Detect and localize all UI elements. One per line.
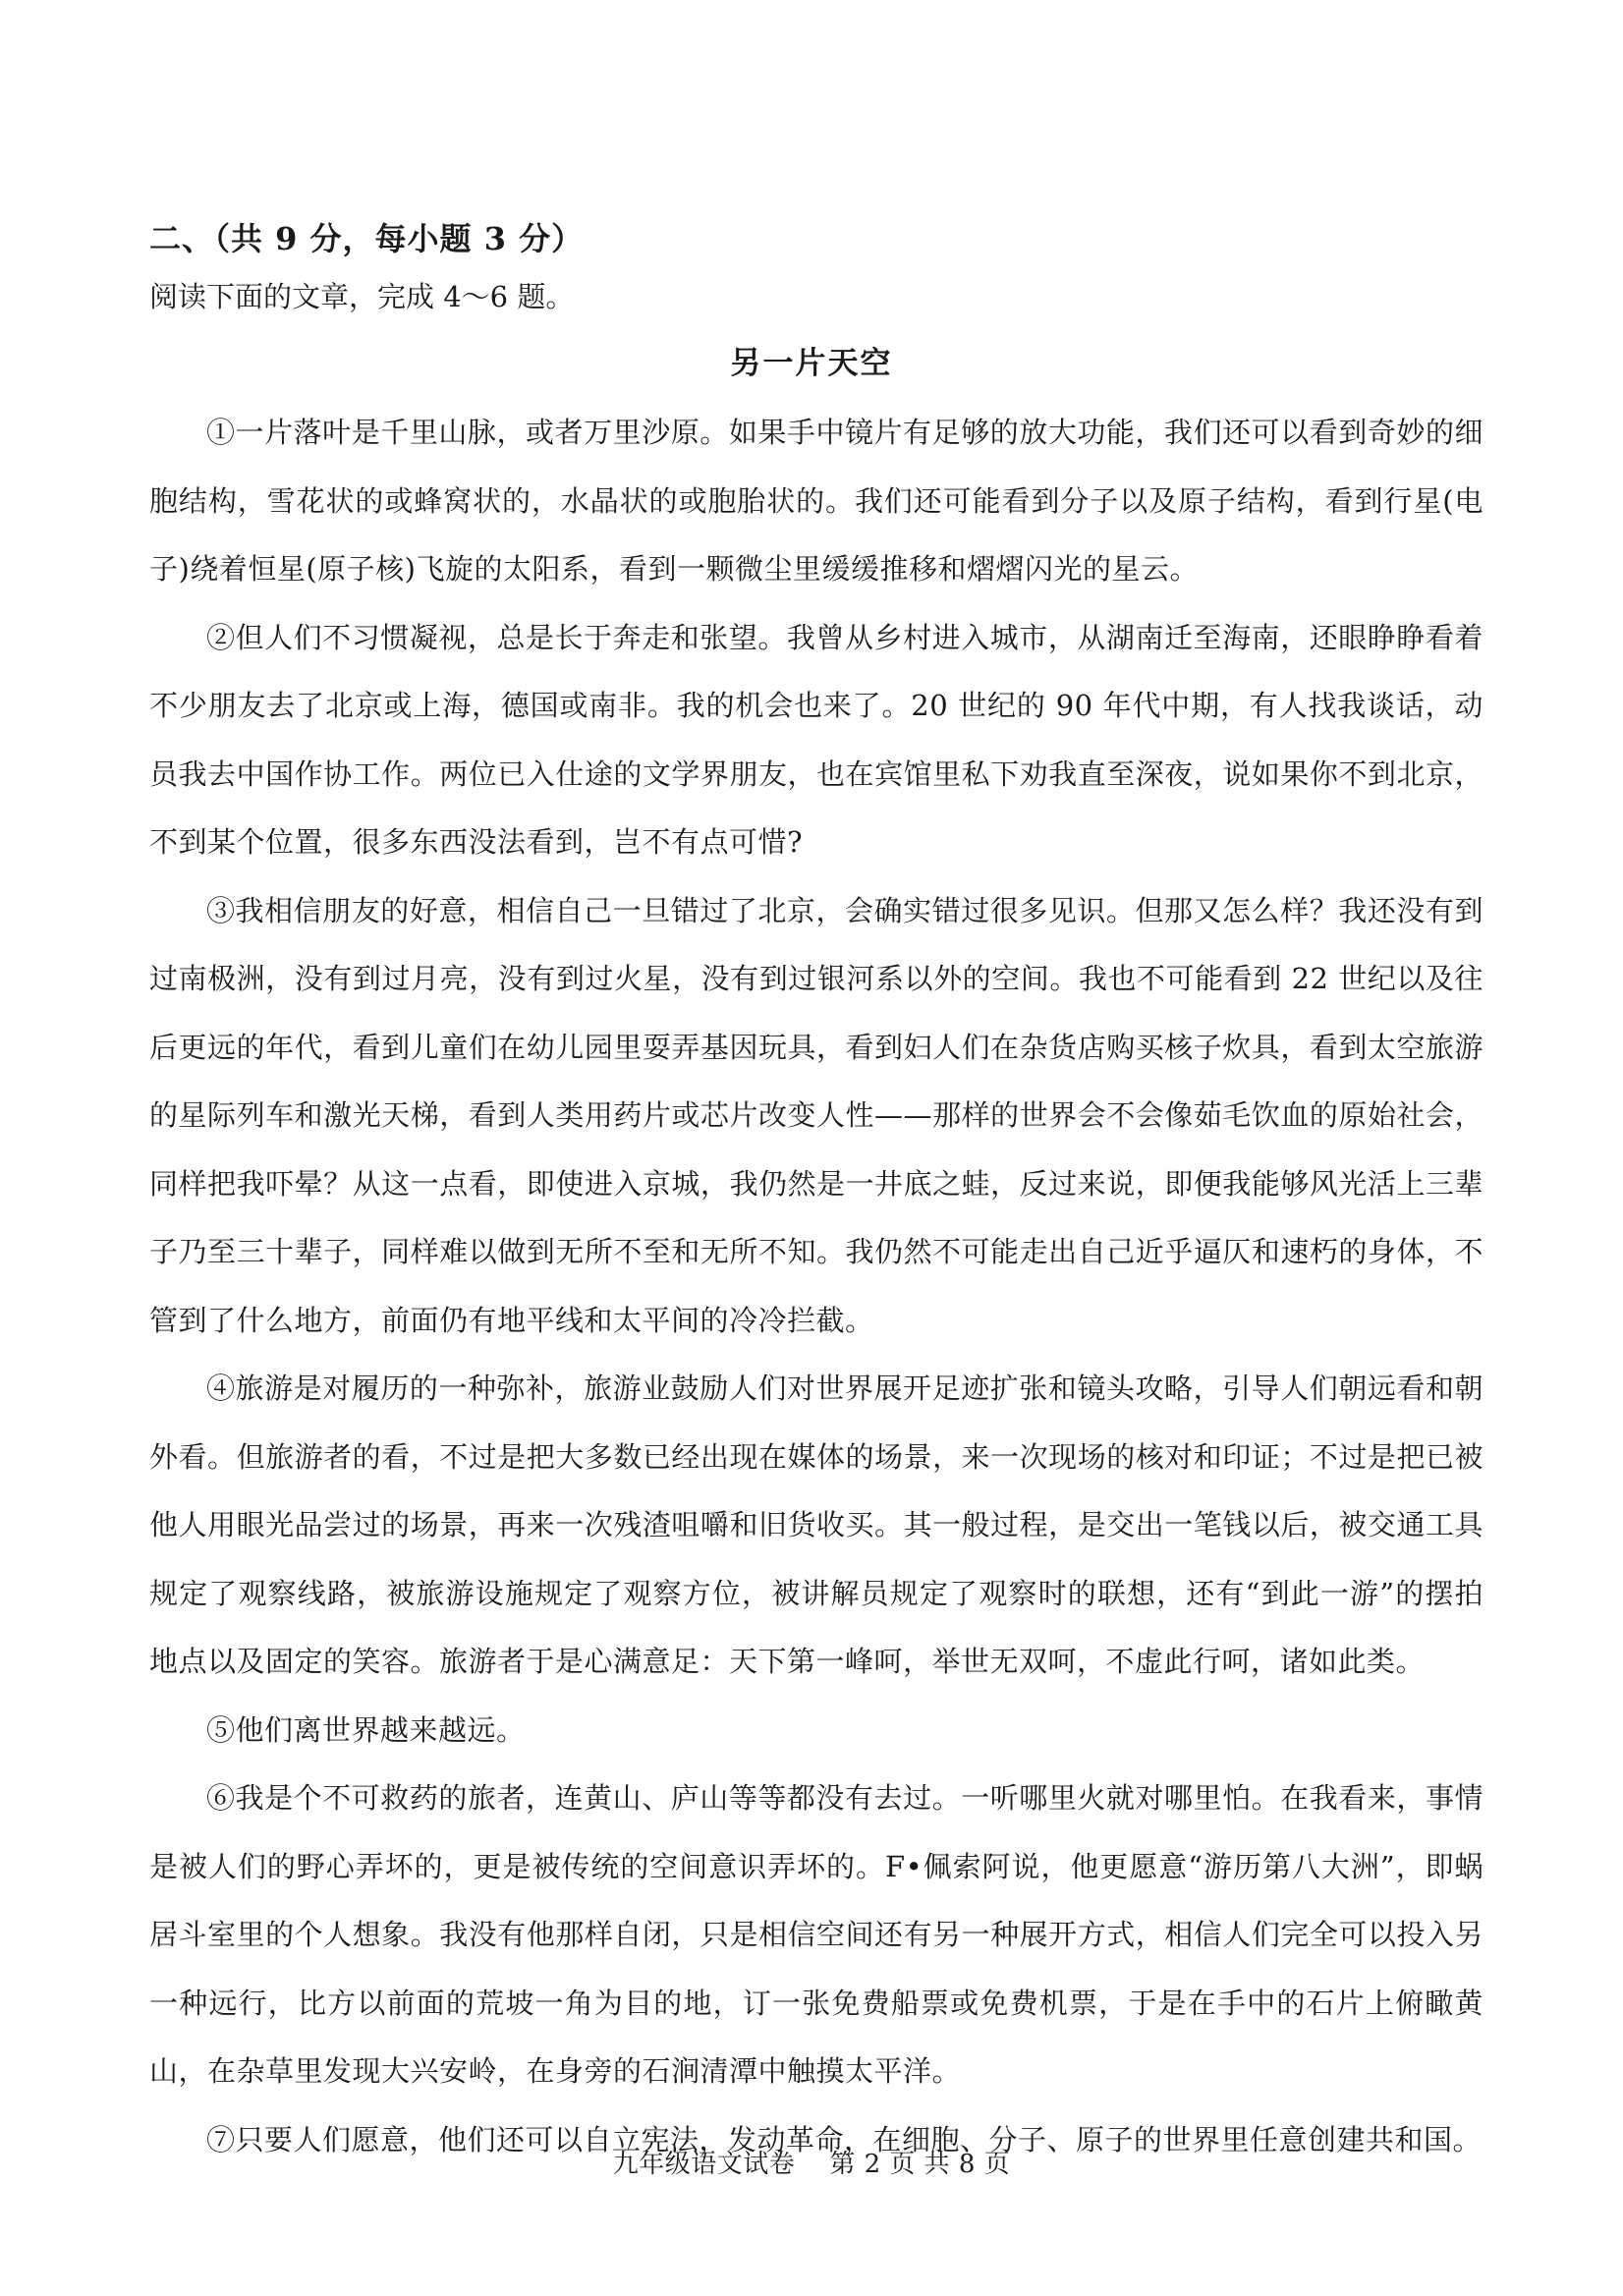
section-heading: 二、（共 9 分，每小题 3 分） — [149, 220, 585, 257]
article-title: 另一片天空 — [730, 346, 893, 381]
page-footer: 九年级语文试卷 第 2 页 共 8 页 — [612, 2150, 1011, 2179]
reading-instruction: 阅读下面的文章，完成 4～6 题。 — [149, 280, 575, 313]
paragraph-6: ⑥我是个不可救药的旅者，连黄山、庐山等等都没有去过。一听哪里火就对哪里怕。在我看来，事情是被人们的野心弄坏的，更是被传统的空间意识弄坏的。F•佩索阿说，他更愿意“游历第八大洲”，即蜗居斗室里的个人想象。我没有他那样自闭，只是相信空间还有另一种展开方式，相信人们完全可以投入另一种远行，比方以前面的荒坡一角为目的地，订一张免费船票或免费机票，于是在手中的石片上俯瞰黄山，在杂草里发现大兴安岭，在身旁的石涧清潭中触摸太平洋。 — [149, 1781, 1483, 2088]
article-body — [149, 399, 1483, 2174]
paragraph-2: ②但人们不习惯凝视，总是长于奔走和张望。我曾从乡村进入城市，从湖南迁至海南，还眼睁睁看着不少朋友去了北京或上海，德国或南非。我的机会也来了。20 世纪的 90 年代中期，有人找我谈话，动员我去中国作协工作。两位已入仕途的文学界朋友，也在宾馆里私下劝我直至深夜，说如果你不到北京，不到某个位置，很多东西没法看到，岂不有点可惜? — [149, 620, 1483, 859]
paragraph-7: ⑦只要人们愿意，他们还可以自立宪法，发动革命，在细胞、分子、原子的世界里任意创建共和国。 — [206, 2122, 1483, 2156]
paragraph-5: ⑤他们离世界越来越远。 — [206, 1712, 526, 1747]
paragraph-3: ③我相信朋友的好意，相信自己一旦错过了北京，会确实错过很多见识。但那又怎么样？我还没有到过南极洲，没有到过月亮，没有到过火星，没有到过银河系以外的空间。我也不可能看到 22 世纪以及往后更远的年代，看到儿童们在幼儿园里耍弄基因玩具，看到妇人们在杂货店购买核子炊具，看到太空旅游的星际列车和激光天梯，看到人类用药片或芯片改变人性——那样的世界会不会像茹毛饮血的原始社会，同样把我吓晕？从这一点看，即使进入京城，我仍然是一井底之蛙，反过来说，即便我能够风光活上三辈子乃至三十辈子，同样难以做到无所不至和无所不知。我仍然不可能走出自己近乎逼仄和速朽的身体，不管到了什么地方，前面仍有地平线和太平间的冷冷拦截。 — [149, 893, 1483, 1337]
paragraph-4: ④旅游是对履历的一种弥补，旅游业鼓励人们对世界展开足迹扩张和镜头攻略，引导人们朝远看和朝外看。但旅游者的看，不过是把大多数已经出现在媒体的场景，来一次现场的核对和印证；不过是把已被他人用眼光品尝过的场景，再来一次残渣咀嚼和旧货收买。其一般过程，是交出一笔钱以后，被交通工具规定了观察线路，被旅游设施规定了观察方位，被讲解员规定了观察时的联想，还有“到此一游”的摆拍地点以及固定的笑容。旅游者于是心满意足：天下第一峰呵，举世无双呵，不虚此行呵，诸如此类。 — [149, 1372, 1483, 1678]
paragraph-1: ①一片落叶是千里山脉，或者万里沙原。如果手中镜片有足够的放大功能，我们还可以看到奇妙的细胞结构，雪花状的或蜂窝状的，水晶状的或胞胎状的。我们还可能看到分子以及原子结构，看到行星(电子)绕着恒星(原子核)飞旋的太阳系，看到一颗微尘里缓缓推移和熠熠闪光的星云。 — [149, 416, 1483, 586]
